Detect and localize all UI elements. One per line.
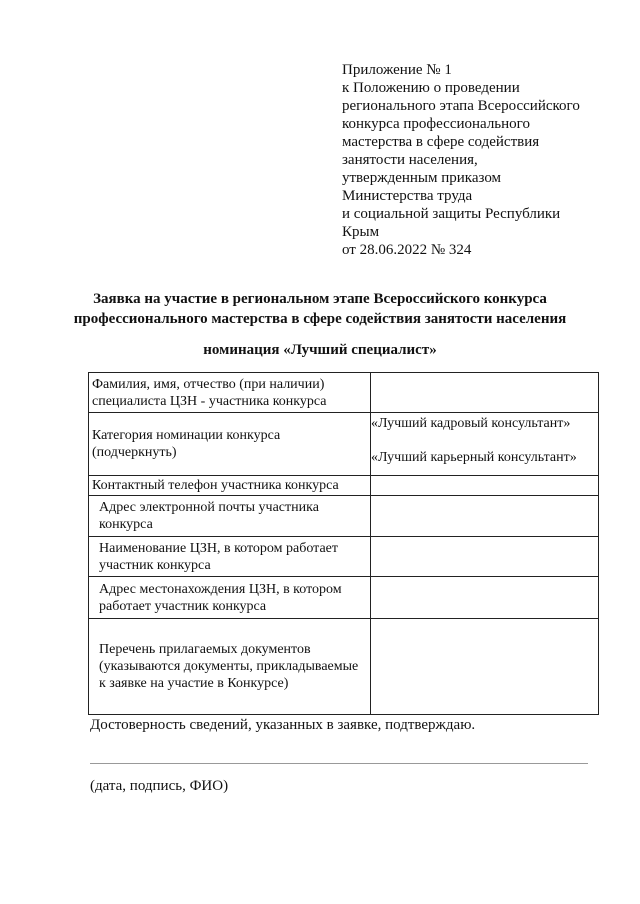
table-row	[89, 577, 599, 619]
confirmation-statement: Достоверность сведений, указанных в заявке, подтверждаю.	[90, 717, 476, 733]
value-cell-documents[interactable]	[371, 619, 599, 715]
signature-caption: (дата, подпись, ФИО)	[90, 778, 229, 794]
appendix-line: к Положению о проведении	[342, 80, 520, 96]
appendix-line: утвержденным приказом	[342, 170, 502, 186]
value-cell-email[interactable]	[371, 496, 599, 537]
appendix-line: Министерства труда	[342, 188, 473, 204]
value-cell-czn-address[interactable]	[371, 577, 599, 619]
label-cell-documents: Перечень прилагаемых документов (указываются документы, прикладываемые к заявке на участие в Конкурсе)	[89, 619, 371, 715]
title-line-1: Заявка на участие в региональном этапе Всероссийского конкурса	[93, 291, 547, 307]
label-cell-nomination-category: Категория номинации конкурса (подчеркнуть)	[89, 413, 371, 476]
title-line-2: профессионального мастерства в сфере содействия занятости населения	[73, 311, 567, 327]
document-title	[40, 289, 600, 329]
table-row	[89, 537, 599, 577]
table-row	[89, 476, 599, 496]
table-row	[89, 619, 599, 715]
label-cell-full-name: Фамилия, имя, отчество (при наличии) специалиста ЦЗН - участника конкурса	[89, 373, 371, 413]
appendix-line: регионального этапа Всероссийского	[342, 98, 580, 114]
appendix-line: конкурса профессионального	[342, 116, 530, 132]
appendix-line: занятости населения,	[342, 152, 478, 168]
signature-line[interactable]	[90, 763, 588, 764]
value-cell-phone[interactable]	[371, 476, 599, 496]
appendix-line: Крым	[342, 224, 380, 240]
value-cell-nomination-category	[371, 413, 599, 476]
appendix-block	[342, 61, 632, 259]
label-cell-czn-address: Адрес местонахождения ЦЗН, в котором работает участник конкурса	[89, 577, 371, 619]
table-row	[89, 373, 599, 413]
appendix-line: Приложение № 1	[342, 62, 452, 78]
appendix-line: от 28.06.2022 № 324	[342, 242, 472, 258]
table-row	[89, 413, 599, 476]
appendix-line: и социальной защиты Республики	[342, 206, 561, 222]
label-cell-phone: Контактный телефон участника конкурса	[89, 476, 371, 496]
application-form-table	[88, 372, 599, 715]
appendix-line: мастерства в сфере содействия	[342, 134, 540, 150]
label-cell-czn-name: Наименование ЦЗН, в котором работает участник конкурса	[89, 537, 371, 577]
option-hr-consultant[interactable]: «Лучший кадровый консультант»	[371, 416, 571, 431]
option-career-consultant[interactable]: «Лучший карьерный консультант»	[371, 450, 577, 465]
label-cell-email: Адрес электронной почты участника конкурса	[89, 496, 371, 537]
value-cell-full-name[interactable]	[371, 373, 599, 413]
nomination-title: номинация «Лучший специалист»	[203, 342, 437, 358]
table-row	[89, 496, 599, 537]
value-cell-czn-name[interactable]	[371, 537, 599, 577]
